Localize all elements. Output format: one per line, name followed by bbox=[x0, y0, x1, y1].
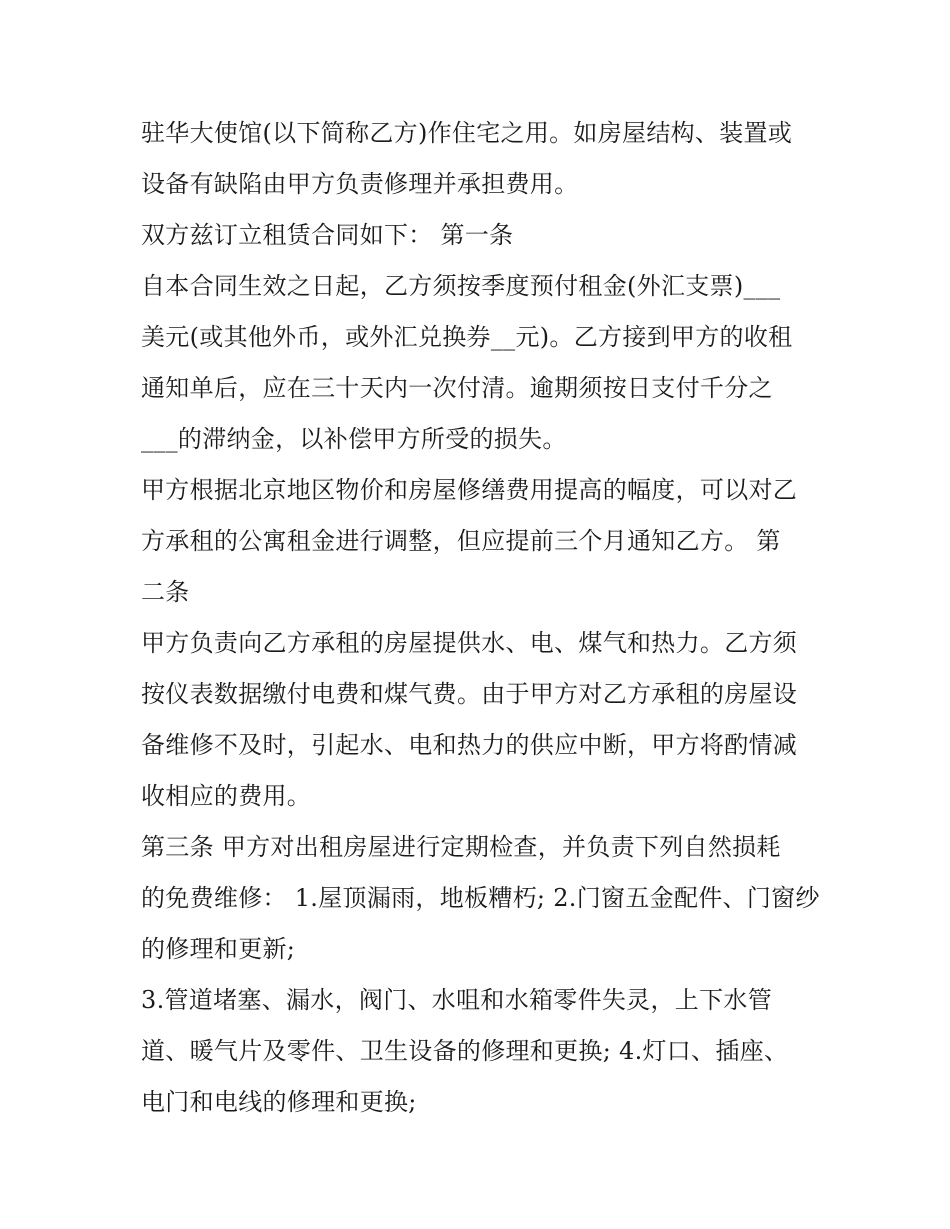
text-line: 的修理和更新; bbox=[141, 935, 296, 963]
text-line: 美元(或其他外币，或外汇兑换券__元)。乙方接到甲方的收租 bbox=[141, 323, 793, 351]
text-line: 双方兹订立租赁合同如下： 第一条 bbox=[141, 221, 514, 249]
document-body bbox=[141, 108, 821, 1128]
text-line: 按仪表数据缴付电费和煤气费。由于甲方对乙方承租的房屋设 bbox=[141, 680, 798, 708]
text-line: 的免费维修： 1.屋顶漏雨，地板糟朽; 2.门窗五金配件、门窗纱 bbox=[141, 884, 820, 912]
text-line: 设备有缺陷由甲方负责修理并承担费用。 bbox=[141, 170, 579, 198]
text-line: 备维修不及时，引起水、电和热力的供应中断，甲方将酌情减 bbox=[141, 731, 798, 759]
text-line: 第三条 甲方对出租房屋进行定期检查，并负责下列自然损耗 bbox=[141, 833, 781, 861]
text-line: 收相应的费用。 bbox=[141, 782, 312, 810]
text-line: 通知单后，应在三十天内一次付清。逾期须按日支付千分之 bbox=[141, 374, 773, 402]
text-line: ___的滞纳金，以补偿甲方所受的损失。 bbox=[141, 425, 567, 453]
text-line: 方承租的公寓租金进行调整，但应提前三个月通知乙方。 第 bbox=[141, 527, 781, 555]
text-line: 甲方根据北京地区物价和房屋修缮费用提高的幅度，可以对乙 bbox=[141, 476, 798, 504]
text-line: 3.管道堵塞、漏水，阀门、水咀和水箱零件失灵，上下水管 bbox=[141, 986, 772, 1014]
text-line: 驻华大使馆(以下简称乙方)作住宅之用。如房屋结构、装置或 bbox=[141, 119, 793, 147]
text-line: 道、暖气片及零件、卫生设备的修理和更换; 4.灯口、插座、 bbox=[141, 1037, 789, 1065]
text-line: 二条 bbox=[141, 578, 190, 606]
text-line: 甲方负责向乙方承租的房屋提供水、电、煤气和热力。乙方须 bbox=[141, 629, 798, 657]
text-line: 电门和电线的修理和更换; bbox=[141, 1088, 417, 1116]
text-line: 自本合同生效之日起，乙方须按季度预付租金(外汇支票)___ bbox=[141, 272, 781, 300]
